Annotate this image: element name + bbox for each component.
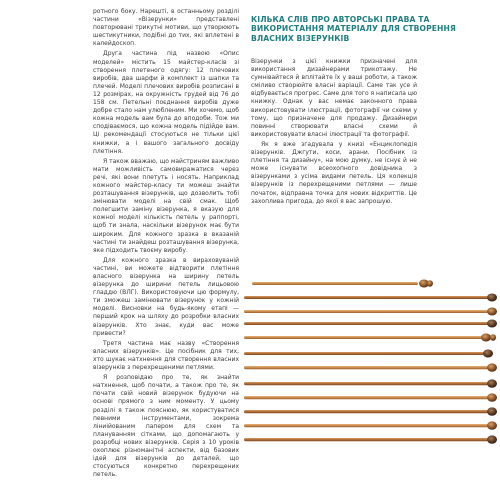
needle (244, 379, 497, 387)
needle (244, 294, 497, 302)
paragraph: Я розповідаю про те, як знайти натхнення, щоб почати, а також про те, як почати свій новий візерунок будуючи на основі прямого з ним моменту. У цьому розділі я також пояснюю, як користуватися певними інструментами, зокрема ліниійованим папером для схем та плануванням сітками, що допомагають у розробці нових візерунків. Серія з 10 уроків охоплює різноманітні аспекти, від базових ідей для візерунків до деталей, що стосуються конкретно перехрещених петель. (93, 374, 239, 479)
needle (252, 280, 433, 288)
needle (244, 393, 497, 401)
needle (244, 435, 497, 443)
paragraph: ротного боку. Нарешті, в останньому розділі частини «Візерунки» представлені повторювані трикутні мотиви, що утворюють шестикутники, подібні до тих, які вплетені в калейдоскоп. (93, 8, 239, 48)
paragraph: Я також вважаю, що майстриням важливо мати можливість самовиражатися через речі, які вони плетуть і носять. Наприклад кожного майстер-класу ти можеш знайти розташування візерунків, що дозволить тобі змінювати моделі на свій смак. Щоб полегшити заміну візерунка, я вказую для кожної моделі кількість петель у раппорті, щоб ти знала, наскільки візерунок має бути широким. Для кожного зразка в вказаній частині ти знайдеш розташування візерунка, яке підходить твоєму виробу. (93, 157, 239, 254)
right-text-column (251, 58, 417, 208)
needle (244, 320, 497, 328)
paragraph: Як я вже згадувала у книзі «Енциклопедія візерунків. Джгути, коси, арани. Посібник із плетіння та дизайну», на мою думку, не існує й не може існувати всеохопного довідника з візерунками з усіма видами петель. Ця колекція візерунків із перехрещеними петлями — лише початок, відправна точка для нових відкриттів. Це захоплива пригода, до якої я вас запрошую. (251, 140, 417, 205)
needle (244, 407, 497, 415)
left-text-column (93, 8, 239, 481)
needle (244, 308, 497, 316)
paragraph: Третя частина має назву «Створення власних візерунків». Це посібник для тих, хто шукає натхнення для створення власних візерунків з перехрещеними петлями. (93, 339, 239, 372)
paragraph: Друга частина під назвою «Опис моделей» містить 15 майстер-класів зі створення плетеного одягу: 12 плечових виробів, два шарфи й комплект із шапки та плечей. Моделі плечових виробів розписані в 12 розмірах, на окружність грудей від 76 до 158 см. Петельні поєднання виробів дуже добре стало нам улюбленим. Ми хочемо, щоб кожна модель вам була до вподоби. Тож ми сподіваємося, що кожна модель підійде вам. Ці рекомендації стосуються не тільки цієї книжки, а і вашого загального досвіду плетіння. (93, 50, 239, 155)
needle (244, 334, 496, 342)
needle (244, 363, 497, 371)
needle (244, 350, 493, 358)
needle (244, 421, 497, 429)
knitting-needles-photo (244, 270, 500, 450)
paragraph: Для кожного зразка в вираховуваній частині, ви можете відтворити плетіння власного візерунка на ширину петель візерунка до ширини петель лицьовою гладдю (ВЛГ). Використовуючи цю формулу, ти зможеш замінювати візерунок у кожній моделі. Висновки на будь-якому етапі — перший крок на шляху до розробки власних візерунків. Хто знає, куди вас може привести? (93, 256, 239, 337)
section-heading: КІЛЬКА СЛІВ ПРО АВТОРСЬКІ ПРАВА ТА ВИКОРИСТАННЯ МАТЕРІАЛУ ДЛЯ СТВОРЕННЯ ВЛАСНИХ ВІЗЕРУНКІВ (251, 15, 456, 43)
paragraph: Візерунки з цієї книжки призначені для використання дизайнерами трикотажу. Не сумнівайтеся й вплітайте їх у ваші роботи, а також сміливо створюйте власні варіації. Саме так усе й відбувається прогрес. Саме для того я написала цю книжку. Однак у вас немає законного права використовувати ілюстрації, фотографії чи схеми у тому, що призначене для продажу. Дизайнери повинні створювати власні схеми й використовувати власні ілюстрації та фотографії. (251, 58, 417, 138)
